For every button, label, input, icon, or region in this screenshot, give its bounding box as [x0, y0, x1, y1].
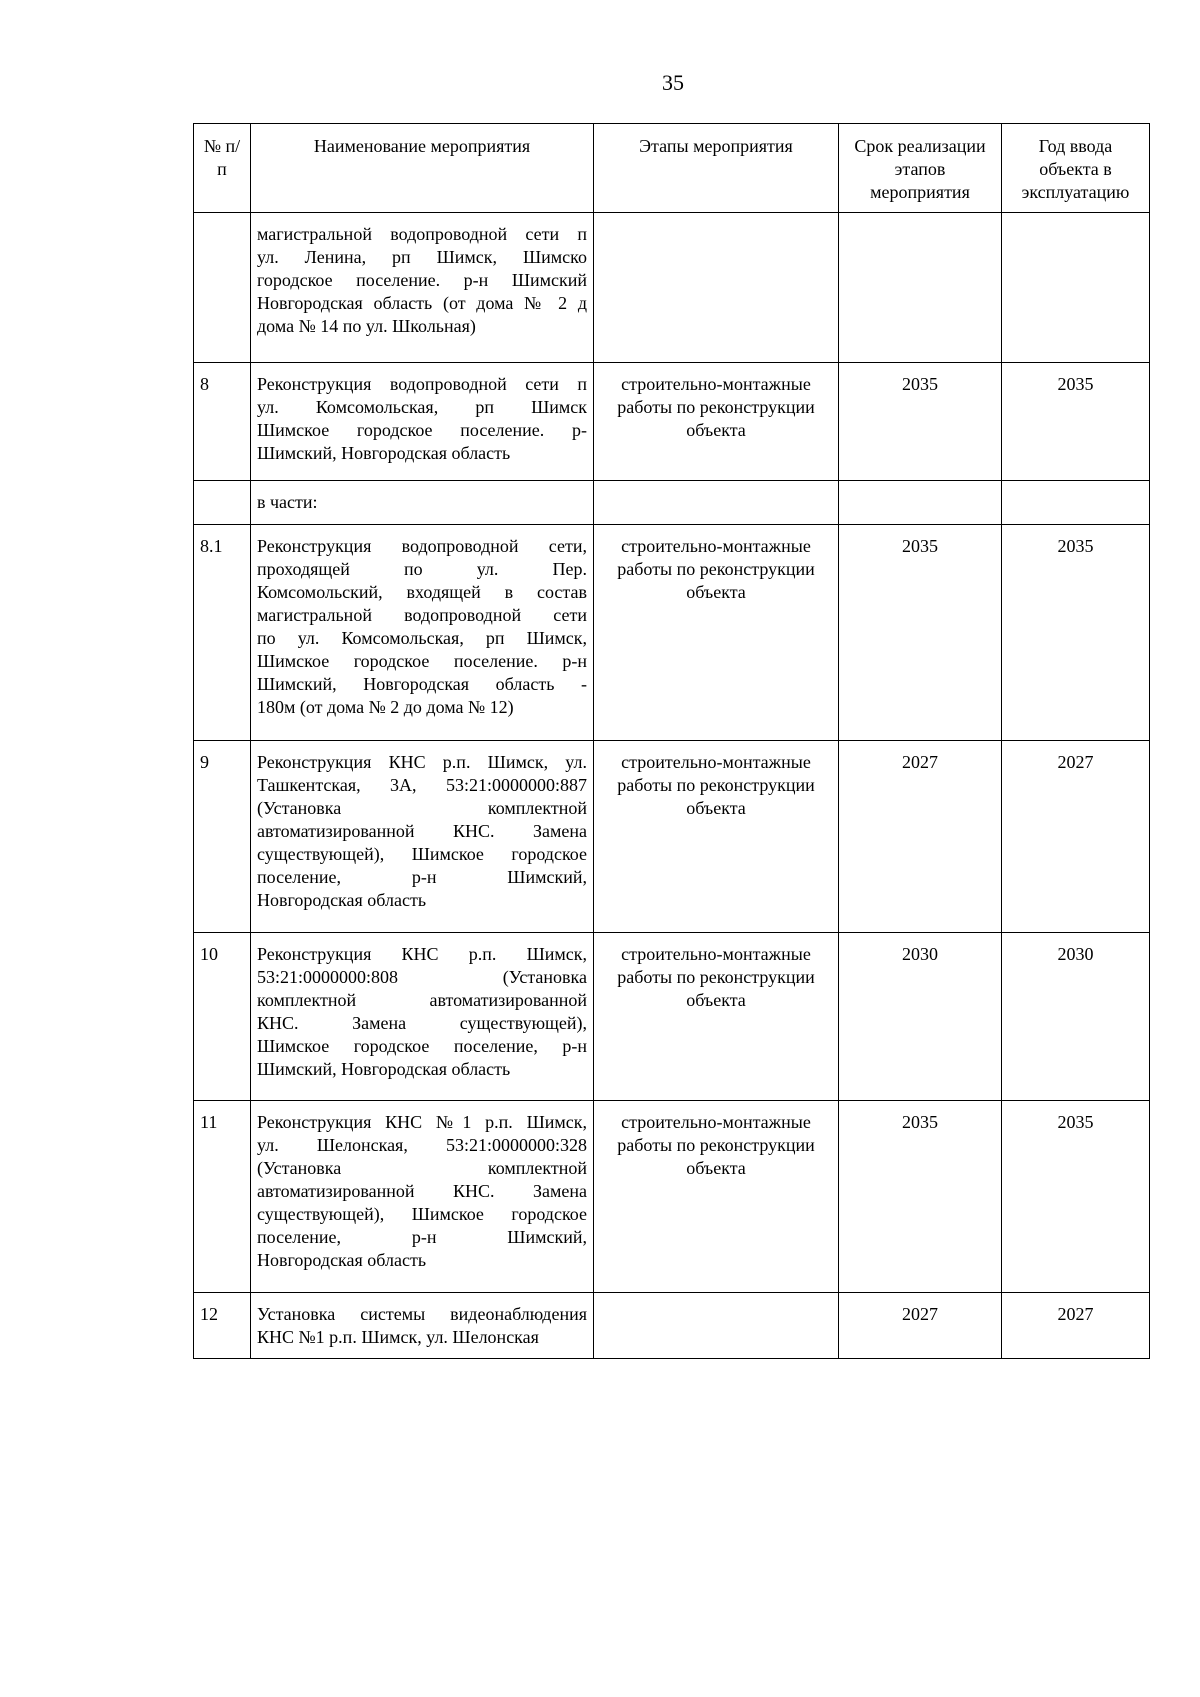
- cell-name: [251, 1101, 594, 1293]
- cell-year: 2035: [1002, 525, 1150, 741]
- table-row: [194, 213, 1150, 363]
- cell-num: 8.1: [194, 525, 251, 741]
- name-line: дома № 14 по ул. Школьная): [257, 316, 476, 336]
- cell-num: 8: [194, 363, 251, 481]
- name-line: Реконструкция КНС р.п. Шимск,: [257, 944, 587, 964]
- name-line: комплектной автоматизированной: [257, 990, 587, 1010]
- cell-name: [251, 481, 594, 525]
- header-num: № п/п: [194, 124, 251, 213]
- header-stages: Этапы мероприятия: [594, 124, 839, 213]
- name-line: ул. Шелонская, 53:21:0000000:328: [257, 1135, 587, 1155]
- name-line: Шимское городское поселение. р-н: [257, 651, 587, 671]
- name-line: магистральной водопроводной сети: [257, 605, 587, 625]
- table-row: [194, 933, 1150, 1101]
- table-row: [194, 363, 1150, 481]
- name-line: существующей), Шимское городское: [257, 1204, 587, 1224]
- cell-term: 2027: [839, 1293, 1002, 1359]
- name-line: проходящей по ул. Пер.: [257, 559, 587, 579]
- name-line: (Установка комплектной: [257, 1158, 587, 1178]
- name-line: Новгородская область: [257, 890, 427, 910]
- name-line: автоматизированной КНС. Замена: [257, 821, 587, 841]
- activities-table: [193, 123, 1150, 1359]
- name-line: Шимское городское поселение. р-: [257, 420, 587, 440]
- cell-year: 2035: [1002, 1101, 1150, 1293]
- cell-term: [839, 213, 1002, 363]
- name-line: КНС. Замена существующей),: [257, 1013, 587, 1033]
- cell-name: [251, 933, 594, 1101]
- cell-stage: строительно-монтажные работы по реконструкции объекта: [594, 1101, 839, 1293]
- cell-stage: [594, 481, 839, 525]
- name-line: Новгородская область (от дома № 2 д: [257, 293, 587, 313]
- name-line: городское поселение. р-н Шимский: [257, 270, 587, 290]
- name-line: Шимский, Новгородская область -: [257, 674, 587, 694]
- cell-term: [839, 481, 1002, 525]
- cell-year: 2035: [1002, 363, 1150, 481]
- name-line: автоматизированной КНС. Замена: [257, 1181, 587, 1201]
- name-line: Комсомольский, входящей в состав: [257, 582, 587, 602]
- cell-name: [251, 213, 594, 363]
- cell-num: 10: [194, 933, 251, 1101]
- name-line: Шимский, Новгородская область: [257, 1059, 511, 1079]
- cell-term: 2035: [839, 525, 1002, 741]
- header-term: Срок реализации этапов мероприятия: [839, 124, 1002, 213]
- cell-term: 2030: [839, 933, 1002, 1101]
- name-line: Реконструкция водопроводной сети п: [257, 374, 587, 394]
- cell-year: [1002, 213, 1150, 363]
- name-line: поселение, р-н Шимский,: [257, 1227, 587, 1247]
- name-line: Ташкентская, 3А, 53:21:0000000:887: [257, 775, 587, 795]
- table-row: [194, 525, 1150, 741]
- name-line: Новгородская область: [257, 1250, 427, 1270]
- table-header-row: [194, 124, 1150, 213]
- name-line: в части:: [257, 492, 318, 512]
- table-row: [194, 1101, 1150, 1293]
- cell-name: [251, 525, 594, 741]
- name-line: существующей), Шимское городское: [257, 844, 587, 864]
- cell-name: [251, 363, 594, 481]
- cell-term: 2035: [839, 363, 1002, 481]
- cell-term: 2035: [839, 1101, 1002, 1293]
- cell-year: 2027: [1002, 1293, 1150, 1359]
- name-line: поселение, р-н Шимский,: [257, 867, 587, 887]
- name-line: (Установка комплектной: [257, 798, 587, 818]
- name-line: Установка системы видеонаблюдения: [257, 1304, 587, 1324]
- name-line: магистральной водопроводной сети п: [257, 224, 587, 244]
- name-line: 53:21:0000000:808 (Установка: [257, 967, 587, 987]
- name-line: КНС №1 р.п. Шимск, ул. Шелонская: [257, 1327, 539, 1347]
- table-row: [194, 1293, 1150, 1359]
- cell-stage: строительно-монтажные работы по реконструкции объекта: [594, 933, 839, 1101]
- name-line: Шимское городское поселение, р-н: [257, 1036, 587, 1056]
- name-line: 180м (от дома № 2 до дома № 12): [257, 697, 514, 717]
- cell-name: [251, 1293, 594, 1359]
- name-line: ул. Ленина, рп Шимск, Шимско: [257, 247, 587, 267]
- name-line: Реконструкция КНС р.п. Шимск, ул.: [257, 752, 587, 772]
- name-line: по ул. Комсомольская, рп Шимск,: [257, 628, 587, 648]
- cell-term: 2027: [839, 741, 1002, 933]
- cell-num: [194, 213, 251, 363]
- cell-stage: строительно-монтажные работы по реконструкции объекта: [594, 363, 839, 481]
- name-line: Реконструкция водопроводной сети,: [257, 536, 587, 556]
- header-name: Наименование мероприятия: [251, 124, 594, 213]
- table-row: [194, 481, 1150, 525]
- cell-stage: [594, 213, 839, 363]
- table-body: [194, 213, 1150, 1359]
- cell-name: [251, 741, 594, 933]
- name-line: ул. Комсомольская, рп Шимск: [257, 397, 587, 417]
- cell-num: 9: [194, 741, 251, 933]
- cell-num: 11: [194, 1101, 251, 1293]
- cell-stage: [594, 1293, 839, 1359]
- cell-stage: строительно-монтажные работы по реконструкции объекта: [594, 741, 839, 933]
- name-line: Шимский, Новгородская область: [257, 443, 511, 463]
- cell-year: 2030: [1002, 933, 1150, 1101]
- cell-year: 2027: [1002, 741, 1150, 933]
- page-number: 35: [662, 70, 684, 95]
- cell-year: [1002, 481, 1150, 525]
- header-year: Год ввода объекта в эксплуатацию: [1002, 124, 1150, 213]
- cell-num: 12: [194, 1293, 251, 1359]
- cell-num: [194, 481, 251, 525]
- name-line: Реконструкция КНС №1 р.п. Шимск,: [257, 1112, 587, 1132]
- cell-stage: строительно-монтажные работы по реконструкции объекта: [594, 525, 839, 741]
- table-row: [194, 741, 1150, 933]
